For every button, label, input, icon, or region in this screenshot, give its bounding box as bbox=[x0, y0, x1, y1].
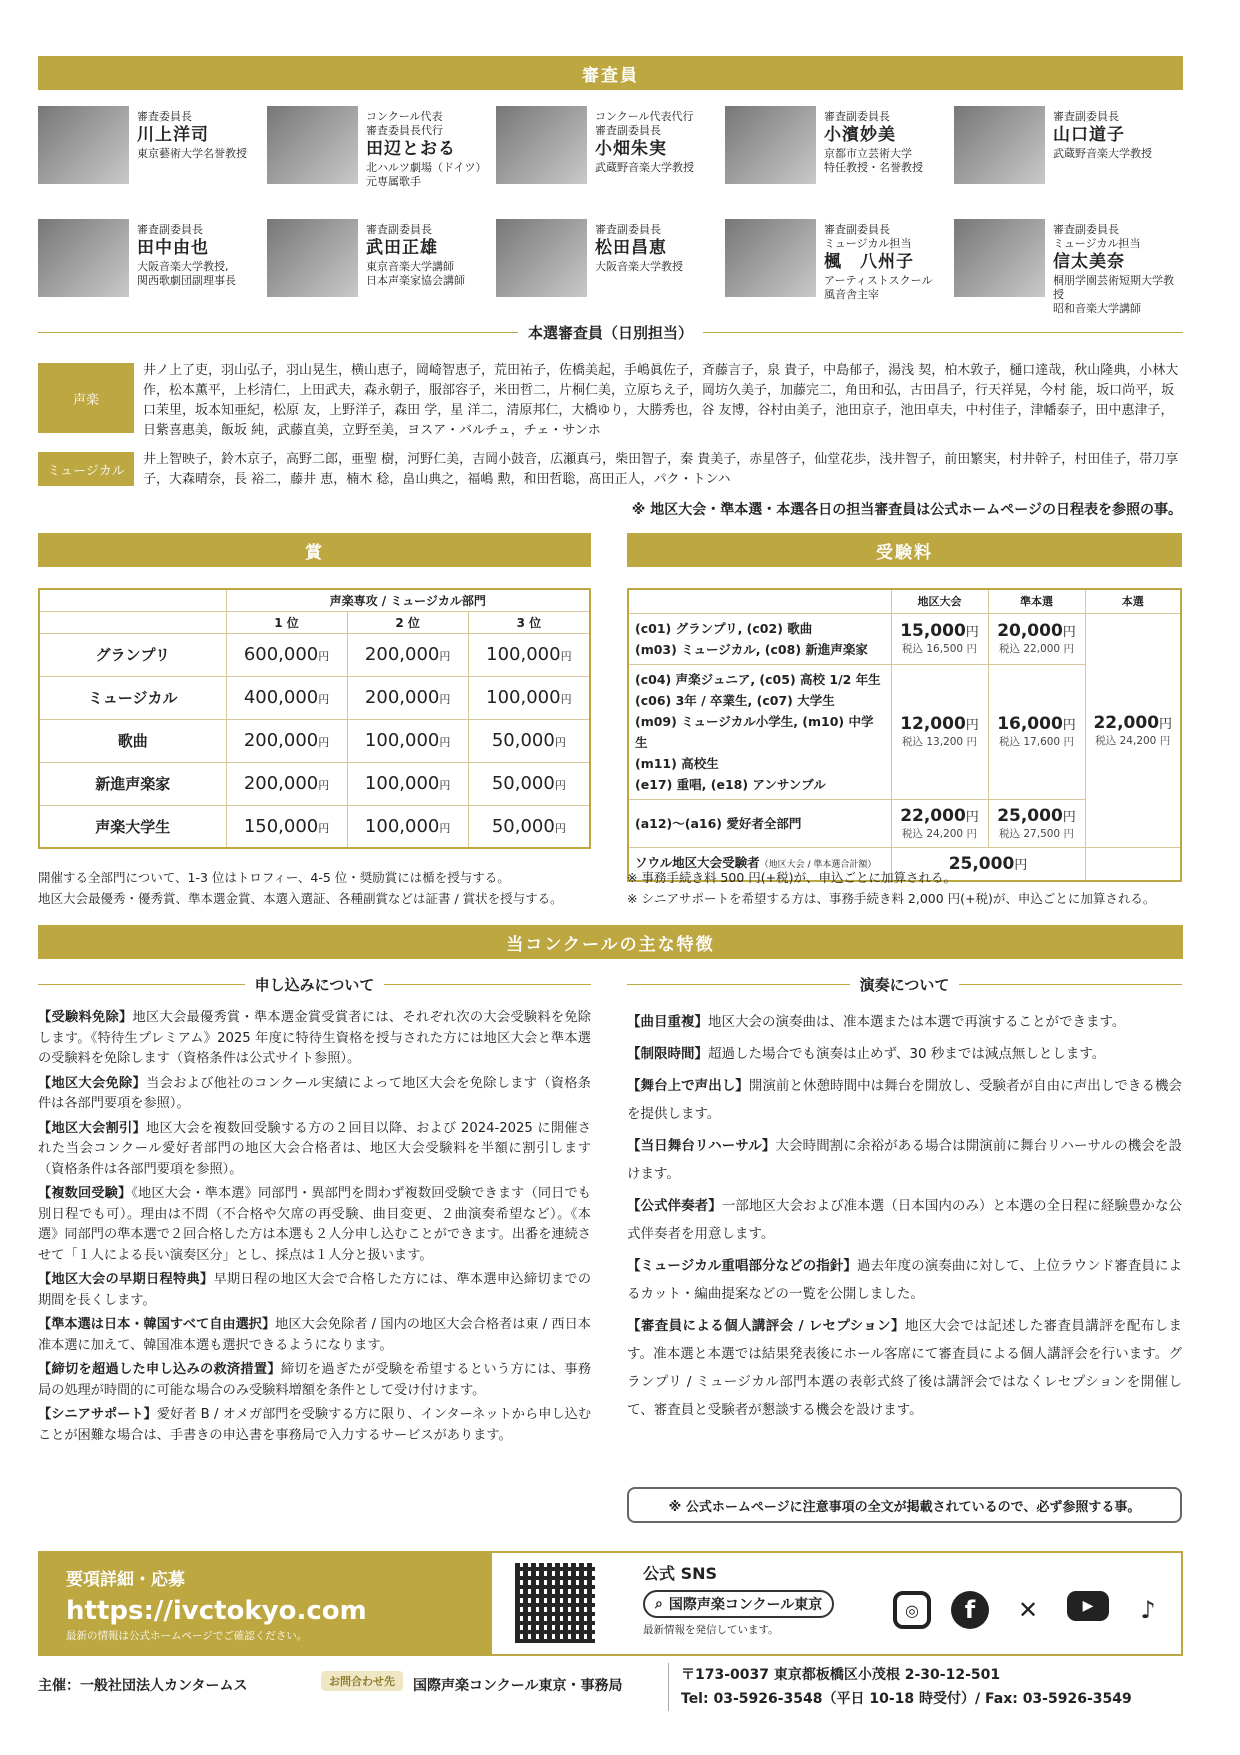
judge-card bbox=[38, 219, 267, 324]
feature-heading: 【シニアサポート】 bbox=[38, 1407, 157, 1422]
fee-tax: 税込 22,000 円 bbox=[999, 643, 1074, 655]
prize-value: 50,000 bbox=[491, 773, 555, 794]
prize-value: 100,000 bbox=[364, 773, 440, 794]
feature-text: 大会時間割に余裕がある場合は開演前に舞台リハーサルの機会を設けます。 bbox=[627, 1138, 1183, 1182]
prize-row bbox=[39, 805, 590, 848]
fee-final-amount: 22,000 bbox=[1093, 712, 1160, 733]
judge-card bbox=[267, 106, 496, 211]
unit: 円 bbox=[1062, 625, 1076, 640]
judge-role: 審査副委員長 ミュージカル担当 bbox=[1053, 223, 1141, 250]
unit: 円 bbox=[1062, 809, 1076, 825]
judge-role: 審査副委員長 bbox=[1053, 110, 1119, 123]
prize-value: 200,000 bbox=[364, 644, 440, 665]
fee-row-sub: （地区大会 / 準本選合計額） bbox=[759, 859, 877, 870]
prize-amount bbox=[468, 762, 590, 805]
unit: 円 bbox=[965, 625, 979, 640]
unit: 円 bbox=[439, 693, 451, 706]
unit: 円 bbox=[439, 650, 451, 663]
col-final: 本選 bbox=[1085, 589, 1181, 613]
unit: 円 bbox=[439, 821, 451, 835]
feature-heading: 【制限時間】 bbox=[627, 1046, 708, 1062]
fee-note-2: ※ シニアサポートを希望する方は、事務手続き料 2,000 円(+税)が、申込ごとに加算される。 bbox=[627, 891, 1156, 906]
prize-amount bbox=[347, 676, 468, 719]
judge-card bbox=[725, 219, 954, 324]
apply-heading: 申し込みについて bbox=[38, 974, 591, 995]
vocal-tag: 声楽 bbox=[38, 363, 134, 433]
unit: 円 bbox=[560, 693, 572, 706]
fee-row-desc: (c04) 声楽ジュニア, (c05) 高校 1/2 年生 (c06) 3年 / 卒業生, (c07) 大学生 (m09) ミュージカル小学生, (m10) 中学生 (m11) 高校生 (e17) 重唱, (e18) アンサンブル bbox=[628, 664, 891, 799]
feature-item bbox=[38, 1270, 591, 1311]
prize-value: 50,000 bbox=[491, 815, 555, 837]
prize-value: 150,000 bbox=[243, 815, 319, 837]
judge-affiliation: 武蔵野音楽大学教授 bbox=[595, 161, 694, 174]
feature-text: 地区大会を複数回受験する方の２回目以降、および 2024-2025 に開催された当会コンクール愛好者部門の地区大会合格者は、地区大会受験料を半額に割引します（資格条件は各部門要項を参照）。 bbox=[38, 1120, 591, 1177]
feature-item bbox=[627, 1008, 1182, 1036]
feature-text: 地区大会免除者 / 国内の地区大会合格者は東 / 西日本准本選に加えて、韓国准本選も選択できるようになります。 bbox=[38, 1317, 591, 1353]
fee-tax: 税込 16,500 円 bbox=[902, 643, 977, 655]
judge-role: 審査副委員長 ミュージカル担当 bbox=[824, 223, 912, 250]
prize-category: 新進声楽家 bbox=[39, 762, 226, 805]
judge-name: 武田正雄 bbox=[366, 238, 438, 258]
bottom-info bbox=[38, 1665, 1183, 1725]
feature-text: 地区大会の演奏曲は、准本選または本選で再演することができます。 bbox=[708, 1014, 1126, 1030]
feature-heading: 【複数回受験】 bbox=[38, 1186, 132, 1201]
judge-affiliation: 大阪音楽大学教授, 関西歌劇団副理事長 bbox=[137, 260, 236, 287]
prize-amount bbox=[347, 805, 468, 848]
perform-heading: 演奏について bbox=[627, 974, 1182, 995]
fee-row-desc: (c01) グランプリ, (c02) 歌曲 (m03) ミュージカル, (c08) 新進声楽家 bbox=[628, 613, 891, 664]
judge-photo bbox=[38, 106, 129, 184]
feature-text: 早期日程の地区大会で合格した方には、準本選申込締切までの期間を長くします。 bbox=[38, 1272, 592, 1308]
apply-list bbox=[38, 1008, 591, 1450]
feature-heading: 【準本選は日本・韓国すべて自由選択】 bbox=[38, 1317, 276, 1332]
feature-item bbox=[627, 1072, 1182, 1128]
col-3rd: 3 位 bbox=[468, 611, 590, 633]
unit: 円 bbox=[1159, 716, 1173, 732]
feature-item bbox=[38, 1360, 591, 1401]
x-icon[interactable]: ✕ bbox=[1017, 1596, 1039, 1624]
judge-affiliation: 武蔵野音楽大学教授 bbox=[1053, 147, 1152, 160]
unit: 円 bbox=[1014, 857, 1028, 873]
sns-area bbox=[643, 1561, 1156, 1637]
feature-text: 過去年度の演奏曲に対して、上位ラウンド審査員によるカット・編曲提案などの一覧を公開しました。 bbox=[627, 1258, 1182, 1302]
prize-amount bbox=[226, 633, 347, 676]
prize-value: 400,000 bbox=[243, 687, 319, 708]
prize-row bbox=[39, 719, 590, 762]
fee-tax: 税込 24,200 円 bbox=[902, 827, 977, 840]
fee-amount: 15,000 bbox=[900, 621, 966, 641]
inquiry-badge: お問合わせ先 bbox=[321, 1671, 403, 1691]
judge-photo bbox=[954, 219, 1045, 297]
judge-name: 田辺とおる bbox=[366, 139, 456, 159]
feature-text: 地区大会では記述した審査員講評を配布します。准本選と本選では結果発表後にホール客席にて審査員による個人講評会を行います。グランプリ / ミュージカル部門本選の表彰式終了後は講評会ではなくレセプションを開催して、審査員と受験者が懇談する機会を設けます。 bbox=[627, 1318, 1183, 1418]
judge-card bbox=[496, 106, 725, 211]
feature-item bbox=[627, 1192, 1182, 1248]
judge-card bbox=[267, 219, 496, 324]
perform-list bbox=[627, 1008, 1182, 1428]
notice-box: ※ 公式ホームページに注意事項の全文が掲載されているので、必ず参照する事。 bbox=[627, 1487, 1182, 1523]
feature-text: 《地区大会・準本選》同部門・異部門を問わず複数回受験できます（同日でも別日程でも可）。理由は不問（不合格や欠席の再受験、曲目変更、２曲演奏希望など）。《本選》同部門の準本選で２回合格した方は本選も２人分申し込むことができます。出番を連続させて「１人による長い演奏区分」とし、採点は１人分と扱います。 bbox=[38, 1186, 591, 1263]
unit: 円 bbox=[1062, 718, 1076, 733]
feature-heading: 【公式伴奏者】 bbox=[627, 1198, 722, 1214]
judge-photo bbox=[496, 106, 587, 184]
sns-title: 公式 SNS bbox=[643, 1564, 718, 1583]
prize-value: 100,000 bbox=[486, 687, 561, 708]
col-2nd: 2 位 bbox=[347, 611, 468, 633]
feature-heading: 【当日舞台リハーサル】 bbox=[627, 1138, 776, 1154]
fee-final-tax: 税込 24,200 円 bbox=[1095, 734, 1171, 747]
feature-text: 締切を過ぎたが受験を希望するという方には、事務局の処理が時間的に可能な場合のみ受験料増額を条件として受け付けます。 bbox=[38, 1362, 592, 1398]
judge-name: 信太美奈 bbox=[1053, 252, 1125, 272]
sns-search-text: 国際声楽コンクール東京 bbox=[668, 1597, 823, 1613]
judge-name: 山口道子 bbox=[1053, 125, 1125, 145]
unit: 円 bbox=[318, 650, 330, 663]
features-title: 当コンクールの主な特徴 bbox=[38, 925, 1183, 959]
prize-category: 歌曲 bbox=[39, 719, 226, 762]
judge-affiliation: 東京藝術大学名誉教授 bbox=[137, 147, 247, 160]
fee-note-1: ※ 事務手続き料 500 円(+税)が、申込ごとに加算される。 bbox=[627, 870, 956, 885]
unit: 円 bbox=[965, 809, 979, 825]
judge-card bbox=[496, 219, 725, 324]
qr-code[interactable] bbox=[515, 1563, 595, 1643]
col-regional: 地区大会 bbox=[891, 589, 988, 613]
judge-photo bbox=[725, 219, 816, 297]
apply-info bbox=[40, 1553, 492, 1654]
judge-name: 田中由也 bbox=[137, 238, 209, 258]
contact-line: Tel: 03-5926-3548（平日 10-18 時受付）/ Fax: 03-5926-3549 bbox=[681, 1691, 1132, 1707]
prize-amount bbox=[347, 762, 468, 805]
prize-amount bbox=[468, 805, 590, 848]
unit: 円 bbox=[318, 693, 330, 706]
feature-text: 当会および他社のコンクール実績によって地区大会を免除します（資格条件は各部門要項を参照）。 bbox=[38, 1075, 591, 1111]
feature-item bbox=[627, 1252, 1182, 1308]
feature-item bbox=[627, 1040, 1182, 1068]
musical-tag: ミュージカル bbox=[38, 452, 134, 486]
fee-table bbox=[627, 588, 1182, 882]
prize-category: グランプリ bbox=[39, 633, 226, 676]
judge-affiliation: 京都市立芸術大学 特任教授・名誉教授 bbox=[824, 147, 923, 174]
youtube-icon[interactable]: ▶ bbox=[1067, 1591, 1109, 1621]
feature-item bbox=[38, 1074, 591, 1115]
address-line: 〒173-0037 東京都板橋区小茂根 2-30-12-501 bbox=[681, 1667, 1001, 1683]
feature-heading: 【受験料免除】 bbox=[38, 1010, 133, 1025]
prize-row bbox=[39, 633, 590, 676]
feature-text: 超過した場合でも演奏は止めず、30 秒までは減点無しとします。 bbox=[708, 1046, 1106, 1062]
judges-grid bbox=[38, 106, 1183, 332]
prize-amount bbox=[226, 719, 347, 762]
judges-row bbox=[38, 106, 1183, 211]
office-name: 国際声楽コンクール東京・事務局 bbox=[413, 1678, 623, 1694]
prize-table bbox=[38, 588, 591, 849]
prize-row bbox=[39, 762, 590, 805]
judge-role: 審査副委員長 bbox=[824, 110, 890, 123]
feature-heading: 【ミュージカル重唱部分などの指針】 bbox=[627, 1258, 857, 1274]
unit: 円 bbox=[554, 779, 566, 792]
feature-heading: 【舞台上で声出し】 bbox=[627, 1078, 749, 1094]
feature-heading: 【地区大会割引】 bbox=[38, 1120, 146, 1136]
judge-role: コンクール代表代行 審査副委員長 bbox=[595, 110, 694, 137]
unit: 円 bbox=[560, 650, 572, 663]
feature-item bbox=[38, 1184, 591, 1266]
prize-category: ミュージカル bbox=[39, 676, 226, 719]
judge-role: 審査副委員長 bbox=[595, 223, 661, 236]
fee-row-desc: (a12)～(a16) 愛好者全部門 bbox=[628, 799, 891, 847]
judge-photo bbox=[954, 106, 1045, 184]
feature-heading: 【審査員による個人講評会 / レセプション】 bbox=[627, 1318, 905, 1334]
judge-affiliation: 北ハルツ劇場（ドイツ） 元専属歌手 bbox=[366, 161, 487, 188]
fee-amount: 12,000 bbox=[900, 714, 966, 734]
fee-amount: 22,000 bbox=[900, 805, 966, 826]
fee-row-desc: ソウル地区大会受験者 bbox=[635, 854, 760, 870]
instagram-icon[interactable]: ◎ bbox=[893, 1591, 931, 1629]
feature-item bbox=[38, 1315, 591, 1356]
prize-amount bbox=[226, 676, 347, 719]
fee-tax: 税込 13,200 円 bbox=[902, 736, 977, 748]
prize-title: 賞 bbox=[38, 533, 591, 567]
fee-tax: 税込 17,600 円 bbox=[999, 736, 1074, 748]
prize-value: 200,000 bbox=[364, 687, 440, 708]
prize-amount bbox=[347, 633, 468, 676]
fee-title: 受験料 bbox=[627, 533, 1182, 567]
feature-item bbox=[38, 1405, 591, 1446]
judge-role: 審査副委員長 bbox=[137, 223, 203, 236]
judges-note: ※ 地区大会・準本選・本選各日の担当審査員は公式ホームページの日程表を参照の事。 bbox=[631, 502, 1182, 518]
feature-item bbox=[627, 1132, 1182, 1188]
prize-value: 200,000 bbox=[243, 730, 319, 751]
prize-amount bbox=[226, 805, 347, 848]
unit: 円 bbox=[318, 736, 330, 749]
organizer: 主催：一般社団法人カンタームス bbox=[38, 1678, 248, 1694]
feature-item bbox=[38, 1008, 591, 1070]
judge-photo bbox=[267, 106, 358, 184]
search-icon: ⌕ bbox=[655, 1596, 663, 1612]
sns-sub: 最新情報を発信しています。 bbox=[643, 1624, 779, 1636]
judge-role: 審査副委員長 bbox=[366, 223, 432, 236]
unit: 円 bbox=[318, 821, 330, 835]
tiktok-icon[interactable]: ♪ bbox=[1140, 1596, 1156, 1624]
judge-affiliation: 東京音楽大学講師 日本声楽家協会講師 bbox=[366, 260, 465, 287]
judges-row bbox=[38, 219, 1183, 324]
fee-amount: 16,000 bbox=[997, 714, 1063, 734]
prize-amount bbox=[468, 633, 590, 676]
fee-amount: 25,000 bbox=[997, 805, 1063, 826]
prize-header: 声楽専攻 / ミュージカル部門 bbox=[226, 589, 590, 611]
facebook-icon[interactable]: f bbox=[951, 1591, 989, 1629]
prize-category: 声楽大学生 bbox=[39, 805, 226, 848]
judge-photo bbox=[496, 219, 587, 297]
website-link[interactable]: https://ivctokyo.com bbox=[66, 1596, 367, 1626]
footer-box bbox=[38, 1551, 1183, 1656]
judge-name: 楓 八州子 bbox=[824, 252, 914, 272]
judge-card bbox=[725, 106, 954, 211]
sns-search-box[interactable] bbox=[643, 1590, 834, 1618]
prize-value: 100,000 bbox=[364, 730, 440, 751]
judge-role: コンクール代表 審査委員長代行 bbox=[366, 110, 443, 137]
apply-info-sub: 最新の情報は公式ホームページでご確認ください。 bbox=[66, 1630, 308, 1642]
judge-photo bbox=[38, 219, 129, 297]
feature-item bbox=[38, 1119, 591, 1181]
selection-heading: 本選審査員（日別担当） bbox=[38, 322, 1183, 343]
feature-text: 地区大会最優秀賞・準本選金賞受賞者には、それぞれ次の大会受験料を免除します。《特待生プレミアム》2025 年度に特待生資格を授与された方には地区大会と準本選の受験料を免除します（資格条件は公式サイト参照）。 bbox=[38, 1010, 591, 1066]
judge-card bbox=[954, 219, 1183, 324]
judge-affiliation: 大阪音楽大学教授 bbox=[595, 260, 683, 273]
prize-row bbox=[39, 676, 590, 719]
fee-amount: 25,000 bbox=[948, 853, 1015, 874]
judge-name: 松田昌恵 bbox=[595, 238, 667, 258]
feature-heading: 【曲目重複】 bbox=[627, 1014, 708, 1030]
prize-value: 200,000 bbox=[243, 773, 319, 794]
feature-text: 開演前と休憩時間中は舞台を開放し、受験者が自由に声出しできる機会を提供します。 bbox=[627, 1078, 1183, 1122]
apply-info-title: 要項詳細・応募 bbox=[66, 1570, 185, 1590]
prize-amount bbox=[226, 762, 347, 805]
unit: 円 bbox=[439, 736, 451, 749]
prize-note-2: 地区大会最優秀・優秀賞、準本選金賞、本選入選証、各種副賞などは証書 / 賞状を授与する。 bbox=[38, 891, 563, 906]
col-1st: 1 位 bbox=[226, 611, 347, 633]
feature-text: 愛好者 B / オメガ部門を受験する方に限り、インターネットから申し込むことが困難な場合は、手書きの申込書を事務局で入力するサービスがあります。 bbox=[38, 1407, 592, 1443]
col-semifinal: 準本選 bbox=[988, 589, 1085, 613]
judge-photo bbox=[267, 219, 358, 297]
unit: 円 bbox=[439, 779, 451, 792]
prize-note-1: 開催する全部門について、1-3 位はトロフィー、4-5 位・奨励賞には楯を授与する。 bbox=[38, 870, 510, 885]
fee-tax: 税込 27,500 円 bbox=[999, 827, 1074, 840]
prize-value: 100,000 bbox=[364, 815, 440, 837]
prize-amount bbox=[347, 719, 468, 762]
prize-value: 600,000 bbox=[243, 644, 319, 665]
feature-text: 一部地区大会および准本選（日本国内のみ）と本選の全日程に経験豊かな公式伴奏者を用意します。 bbox=[627, 1198, 1183, 1242]
judge-card bbox=[954, 106, 1183, 211]
judges-title: 審査員 bbox=[38, 56, 1183, 90]
unit: 円 bbox=[318, 779, 330, 792]
judge-name: 小濱妙美 bbox=[824, 125, 896, 145]
judge-name: 小畑朱実 bbox=[595, 139, 667, 159]
feature-heading: 【締切を超過した申し込みの救済措置】 bbox=[38, 1362, 281, 1377]
prize-value: 100,000 bbox=[486, 644, 561, 665]
unit: 円 bbox=[965, 718, 979, 733]
judge-name: 川上洋司 bbox=[137, 125, 209, 145]
judge-role: 審査委員長 bbox=[137, 110, 192, 123]
judge-affiliation: アーティストスクール 風音舎主宰 bbox=[824, 274, 933, 301]
vocal-judges-list: 井ノ上了吏，羽山弘子，羽山晃生，横山恵子，岡崎智恵子，荒田祐子，佐橋美起，手嶋眞佐子，斉藤言子，泉 貴子，中島郁子，湯浅 契，柏木敦子，樋口達哉，秋山隆典，小林大作，松本薫平，上杉清仁，上田武夫，森永朝子，服部容子，米田哲二，片桐仁美，立原ちえ子，岡坊久美子，加藤完二，角田和弘，古田昌子，行天祥晃，今村 能，坂口尚平，坂口茉里，坂本知亜紀，松原 友，上野洋子，森田 学，星 洋二，清原邦仁，大橋ゆり，大勝秀也，谷 友博，谷村由美子，池田京子，池田卓夫，中村佳子，津幡泰子，田中惠津子，日紫喜惠美，飯坂 純，武藤直美，立野至美，ヨスア・バルチュ，チェ・サンホ bbox=[143, 363, 1179, 438]
feature-item bbox=[627, 1312, 1182, 1424]
address bbox=[668, 1663, 1132, 1711]
feature-heading: 【地区大会免除】 bbox=[38, 1075, 147, 1091]
feature-heading: 【地区大会の早期日程特典】 bbox=[38, 1272, 214, 1287]
judge-affiliation: 桐朋学園芸術短期大学教授 昭和音楽大学講師 bbox=[1053, 274, 1174, 315]
prize-amount bbox=[468, 719, 590, 762]
judge-card bbox=[38, 106, 267, 211]
prize-value: 50,000 bbox=[491, 730, 555, 751]
unit: 円 bbox=[554, 821, 566, 835]
musical-judges-list: 井上智映子，鈴木京子，高野二郎，亜聖 樹，河野仁美，吉岡小鼓音，広瀬真弓，柴田智子，秦 貴美子，赤星啓子，仙堂花歩，浅井智子，前田繁実，村井幹子，村田佳子，帯刀享子，大森晴奈，長 裕二，藤井 恵，楠木 稔，畠山典之，福嶋 勲，和田哲聡，髙田正人，パク・トンハ bbox=[143, 452, 1179, 487]
unit: 円 bbox=[554, 736, 566, 749]
prize-amount bbox=[468, 676, 590, 719]
judge-photo bbox=[725, 106, 816, 184]
fee-amount: 20,000 bbox=[997, 621, 1063, 641]
